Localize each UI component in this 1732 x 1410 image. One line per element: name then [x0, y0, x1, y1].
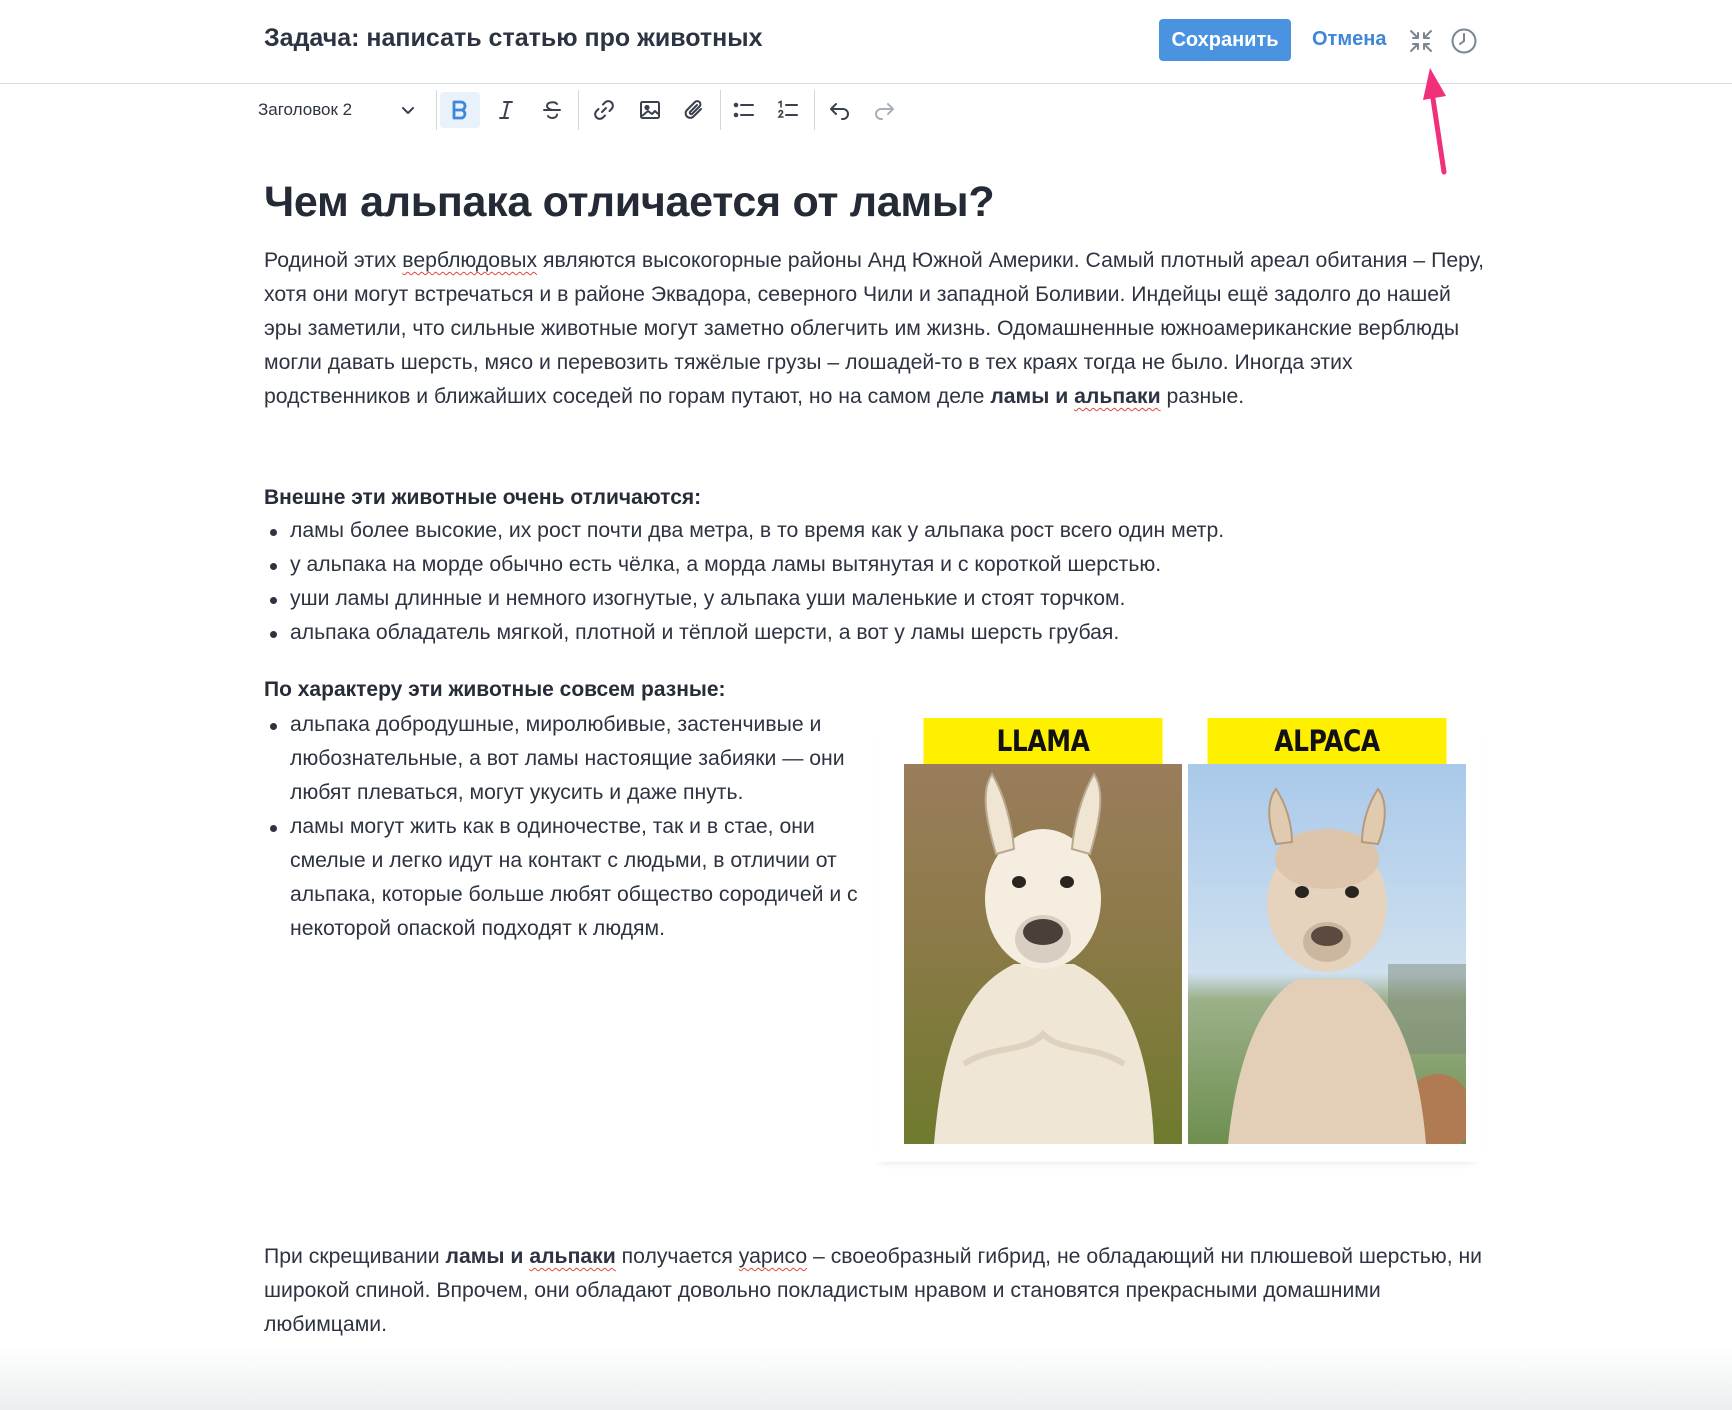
toolbar-divider [720, 90, 721, 130]
bold-text: ламы и [990, 385, 1069, 408]
intro-paragraph: Родиной этих верблюдовых являются высокогорные районы Анд Южной Америки. Самый плотный ареал обитания – Перу, хотя они могут встречаться и в районе Эквадора, северного Чили и западной Боливии. Индейцы ещё задолго до нашей эры заметили, что сильные животные могут заметно облегчить им жизнь. Одомашненные южноамериканские верблюды могли давать шерсть, мясо и перевозить тяжёлые грузы – лошадей-то в тех краях тогда не было. Иногда этих родственников и ближайших соседей по горам путают, но на самом деле ламы и альпаки разные. [264, 249, 1485, 408]
page-bottom-fade [0, 1345, 1732, 1410]
list-item: ламы более высокие, их рост почти два метра, в то время как у альпака рост всего один метр. [290, 514, 1490, 548]
numbered-list-button[interactable] [768, 92, 808, 128]
llama-photo [904, 764, 1182, 1144]
alpaca-panel [1188, 718, 1466, 1144]
alpaca-label: ALPACA [1207, 718, 1446, 764]
annotation-arrow-icon [1418, 62, 1458, 182]
toolbar-divider [578, 90, 579, 130]
bold-button[interactable] [440, 92, 480, 128]
attachment-button[interactable] [674, 92, 714, 128]
bold-icon [448, 98, 472, 122]
misspelled-word: уарисо [738, 1245, 808, 1268]
list-item: альпака обладатель мягкой, плотной и тёплой шерсти, а вот у ламы шерсть грубая. [290, 616, 1490, 650]
bulleted-list-button[interactable] [724, 92, 764, 128]
attachment-icon [682, 98, 706, 122]
redo-button[interactable] [864, 92, 904, 128]
appearance-heading: Внешне эти животные очень отличаются: [264, 486, 702, 509]
formatting-toolbar [254, 88, 914, 132]
outro-paragraph: При скрещивании ламы и альпаки получается уарисо – своеобразный гибрид, не обладающий ни плюшевой шерстью, ни широкой спиной. Впрочем, они обладают довольно покладистым нравом и становятся прекрасными домашними любимцами. [264, 1245, 1483, 1336]
image-icon [638, 98, 662, 122]
italic-button[interactable] [486, 92, 526, 128]
image-button[interactable] [630, 92, 670, 128]
llama-panel [904, 718, 1182, 1144]
numbered-list-icon [776, 98, 800, 122]
undo-icon [828, 98, 852, 122]
task-title: Задача: написать статью про животных [264, 24, 763, 52]
clock-icon[interactable] [1450, 27, 1478, 55]
strikethrough-button[interactable] [532, 92, 572, 128]
collapse-icon[interactable] [1408, 28, 1434, 54]
undo-button[interactable] [820, 92, 860, 128]
character-heading: По характеру эти животные совсем разные: [264, 678, 726, 701]
link-button[interactable] [584, 92, 624, 128]
bulleted-list-icon [732, 98, 756, 122]
chevron-down-icon [400, 102, 416, 118]
strikethrough-icon [540, 98, 564, 122]
heading-style-select[interactable] [254, 88, 424, 132]
list-item: у альпака на морде обычно есть чёлка, а морда ламы вытянутая и с короткой шерстью. [290, 548, 1490, 582]
link-icon [592, 98, 616, 122]
misspelled-word: верблюдовых [402, 249, 538, 272]
character-list [264, 708, 870, 946]
list-item: ламы могут жить как в одиночестве, так и в стае, они смелые и легко идут на контакт с людьми, в отличии от альпака, которые больше любят общество сородичей и с некоторой опаской подходят к людям. [290, 810, 870, 946]
heading-style-value: Заголовок 2 [258, 100, 353, 119]
llama-label: LLAMA [923, 718, 1162, 764]
llama-alpaca-image[interactable] [874, 714, 1480, 1162]
list-item: уши ламы длинные и немного изогнутые, у альпака уши маленькие и стоят торчком. [290, 582, 1490, 616]
bold-misspelled-word: альпаки [529, 1245, 616, 1268]
list-item: альпака добродушные, миролюбивые, застенчивые и любознательные, а вот ламы настоящие забияки — они любят плеваться, могут укусить и даже пнуть. [290, 708, 870, 810]
redo-icon [872, 98, 896, 122]
toolbar-divider [814, 90, 815, 130]
italic-icon [494, 98, 518, 122]
editor-header [0, 0, 1732, 84]
toolbar-divider [436, 90, 437, 130]
alpaca-photo [1188, 764, 1466, 1144]
article-heading: Чем альпака отличается от ламы? [264, 178, 995, 226]
save-button[interactable]: Сохранить [1159, 19, 1291, 61]
cancel-button[interactable]: Отмена [1312, 28, 1387, 50]
appearance-list [264, 514, 1490, 650]
bold-misspelled-word: альпаки [1074, 385, 1161, 408]
